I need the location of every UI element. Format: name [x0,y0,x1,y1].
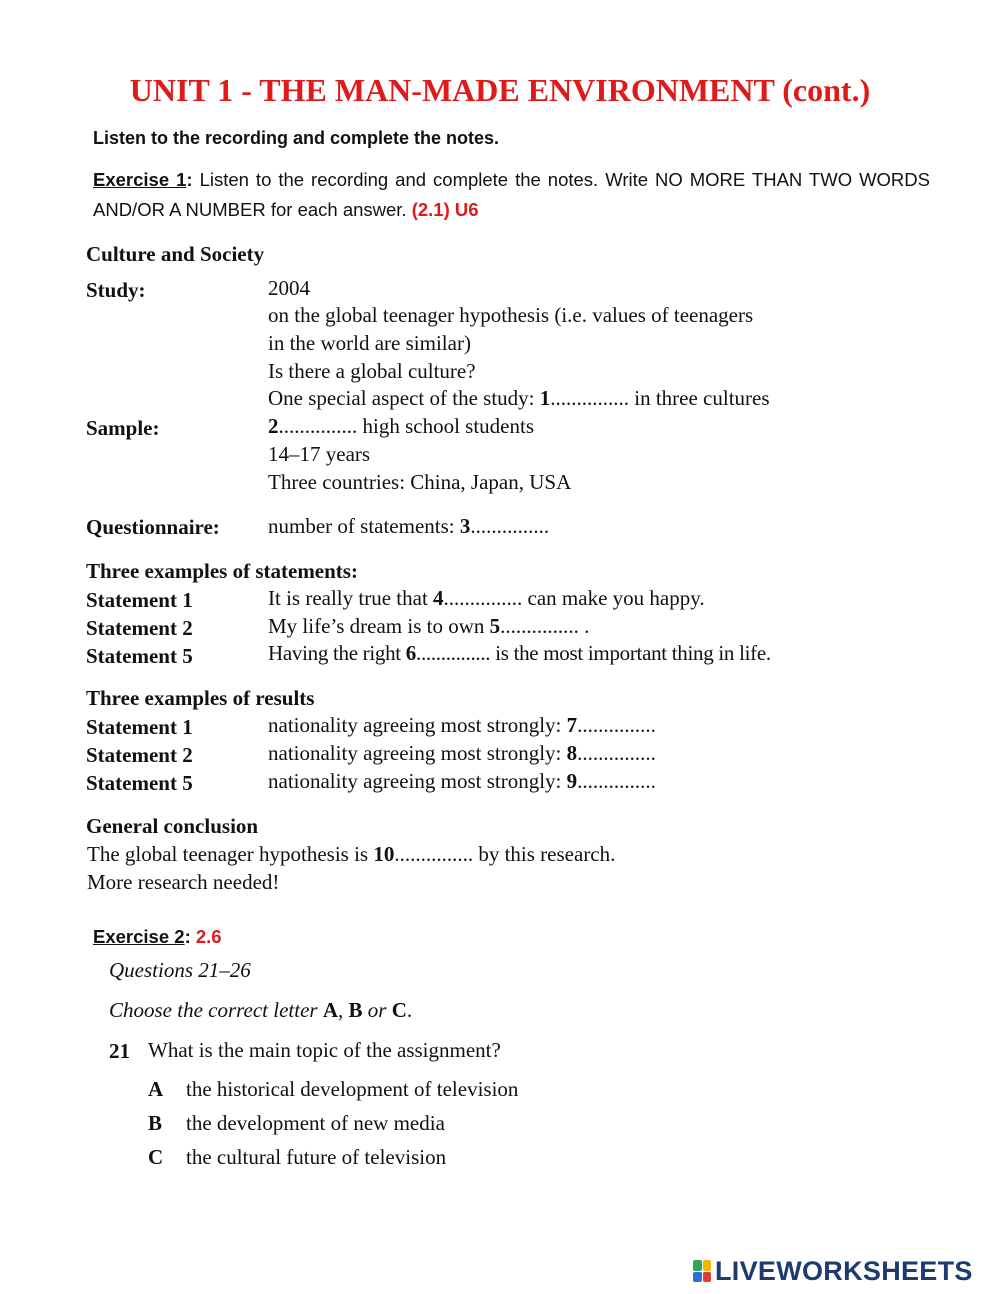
conclusion-line-2: More research needed! [87,870,280,894]
result-question-9: nationality agreeing most strongly: 9............... [268,769,656,793]
answer-blank-9[interactable]: ............... [577,769,656,793]
statement-question-6: Having the right 6............... is the most important thing in life. [268,641,771,665]
liveworksheets-logo [693,1256,973,1286]
result-label: Statement 2 [86,743,193,767]
question-number-9: 9 [566,769,578,793]
statement-label: Statement 2 [86,616,193,640]
answer-blank-1[interactable]: ............... [550,386,629,410]
exercise1-ref: (2.1) U6 [411,199,479,220]
exercise1-text: Listen to the recording and complete the notes. Write NO MORE THAN TWO WORDS AND/OR A NUMBER for each answer. [93,169,930,220]
sample-question-2: 2............... high school students [268,414,534,438]
option-b-letter: B [148,1111,163,1135]
result-label: Statement 5 [86,771,193,795]
study-label: Study: [86,278,146,302]
question-number-10: 10 [373,842,395,866]
option-c-text: the cultural future of television [186,1145,447,1169]
option-c-letter: C [148,1145,164,1169]
choose-instruction: Choose the correct letter A, B or C. [109,998,413,1022]
answer-blank-3[interactable]: ............... [470,514,550,538]
answer-blank-4[interactable]: ............... [443,586,523,610]
exercise2-ref: 2.6 [190,926,222,947]
questionnaire-label: Questionnaire: [86,515,220,539]
statement-label: Statement 1 [86,588,193,612]
study-line-1: 2004 [268,276,310,300]
notes-heading: Culture and Society [86,242,265,266]
answer-blank-6[interactable]: ............... [416,641,491,665]
exercise1-label: Exercise 1 [93,169,187,190]
statement-question-4: It is really true that 4............... can make you happy. [268,586,705,610]
page-title: UNIT 1 - THE MAN-MADE ENVIRONMENT (cont.) [129,72,871,108]
option-b[interactable] [148,1111,445,1136]
instruction-text: Listen to the recording and complete the notes. [93,128,500,148]
question-21-text: What is the main topic of the assignment? [148,1038,501,1062]
conclusion-question-10: The global teenager hypothesis is 10............... by this research. [87,842,616,866]
question-number-1: 1 [539,386,551,410]
option-a-letter: A [148,1077,164,1101]
question-number-5: 5 [489,614,501,638]
statement-label: Statement 5 [86,644,193,668]
option-a-text: the historical development of television [186,1077,519,1101]
exercise2-label: Exercise 2 [93,926,185,947]
exercise2-heading: Exercise 2: 2.6 [93,926,222,947]
result-question-7: nationality agreeing most strongly: 7............... [268,713,656,737]
study-line-4: Is there a global culture? [268,359,476,383]
result-question-8: nationality agreeing most strongly: 8............... [268,741,656,765]
question-number-6: 6 [405,641,416,665]
sample-label: Sample: [86,416,160,440]
answer-blank-10[interactable]: ............... [394,842,474,866]
answer-blank-2[interactable]: ............... [278,414,358,438]
sample-line-2: Three countries: China, Japan, USA [268,470,572,494]
question-number-7: 7 [566,713,578,737]
question-number-8: 8 [566,741,578,765]
conclusion-heading: General conclusion [86,814,259,838]
result-label: Statement 1 [86,715,193,739]
exercise1-instructions: Exercise 1: Listen to the recording and complete the notes. Write NO MORE THAN TWO WORDS AND/OR A NUMBER for each answer. (2.1) U6 [93,169,930,220]
questionnaire-question-3: number of statements: 3............... [268,514,550,538]
question-number-3: 3 [459,514,471,538]
sample-line-1: 14–17 years [268,442,371,466]
study-line-2: on the global teenager hypothesis (i.e. values of teenagers [268,303,754,327]
question-21-number: 21 [109,1039,130,1063]
answer-blank-7[interactable]: ............... [577,713,656,737]
study-line-3: in the world are similar) [268,331,471,355]
option-c[interactable] [148,1145,446,1170]
option-a[interactable] [148,1077,518,1102]
option-b-text: the development of new media [186,1111,445,1135]
study-question-1: One special aspect of the study: 1............... in three cultures [268,386,770,410]
answer-blank-5[interactable]: ............... [500,614,579,638]
answer-blank-8[interactable]: ............... [577,741,656,765]
brand-name: LIVEWORKSHEETS [715,1255,973,1286]
question-number-2: 2 [268,414,279,438]
questions-range: Questions 21–26 [109,958,251,982]
liveworksheets-mark-icon [693,1260,711,1282]
question-number-4: 4 [433,586,444,610]
statement-question-5: My life’s dream is to own 5............... . [268,614,590,638]
statements-heading: Three examples of statements: [86,559,358,583]
results-heading: Three examples of results [86,686,315,710]
